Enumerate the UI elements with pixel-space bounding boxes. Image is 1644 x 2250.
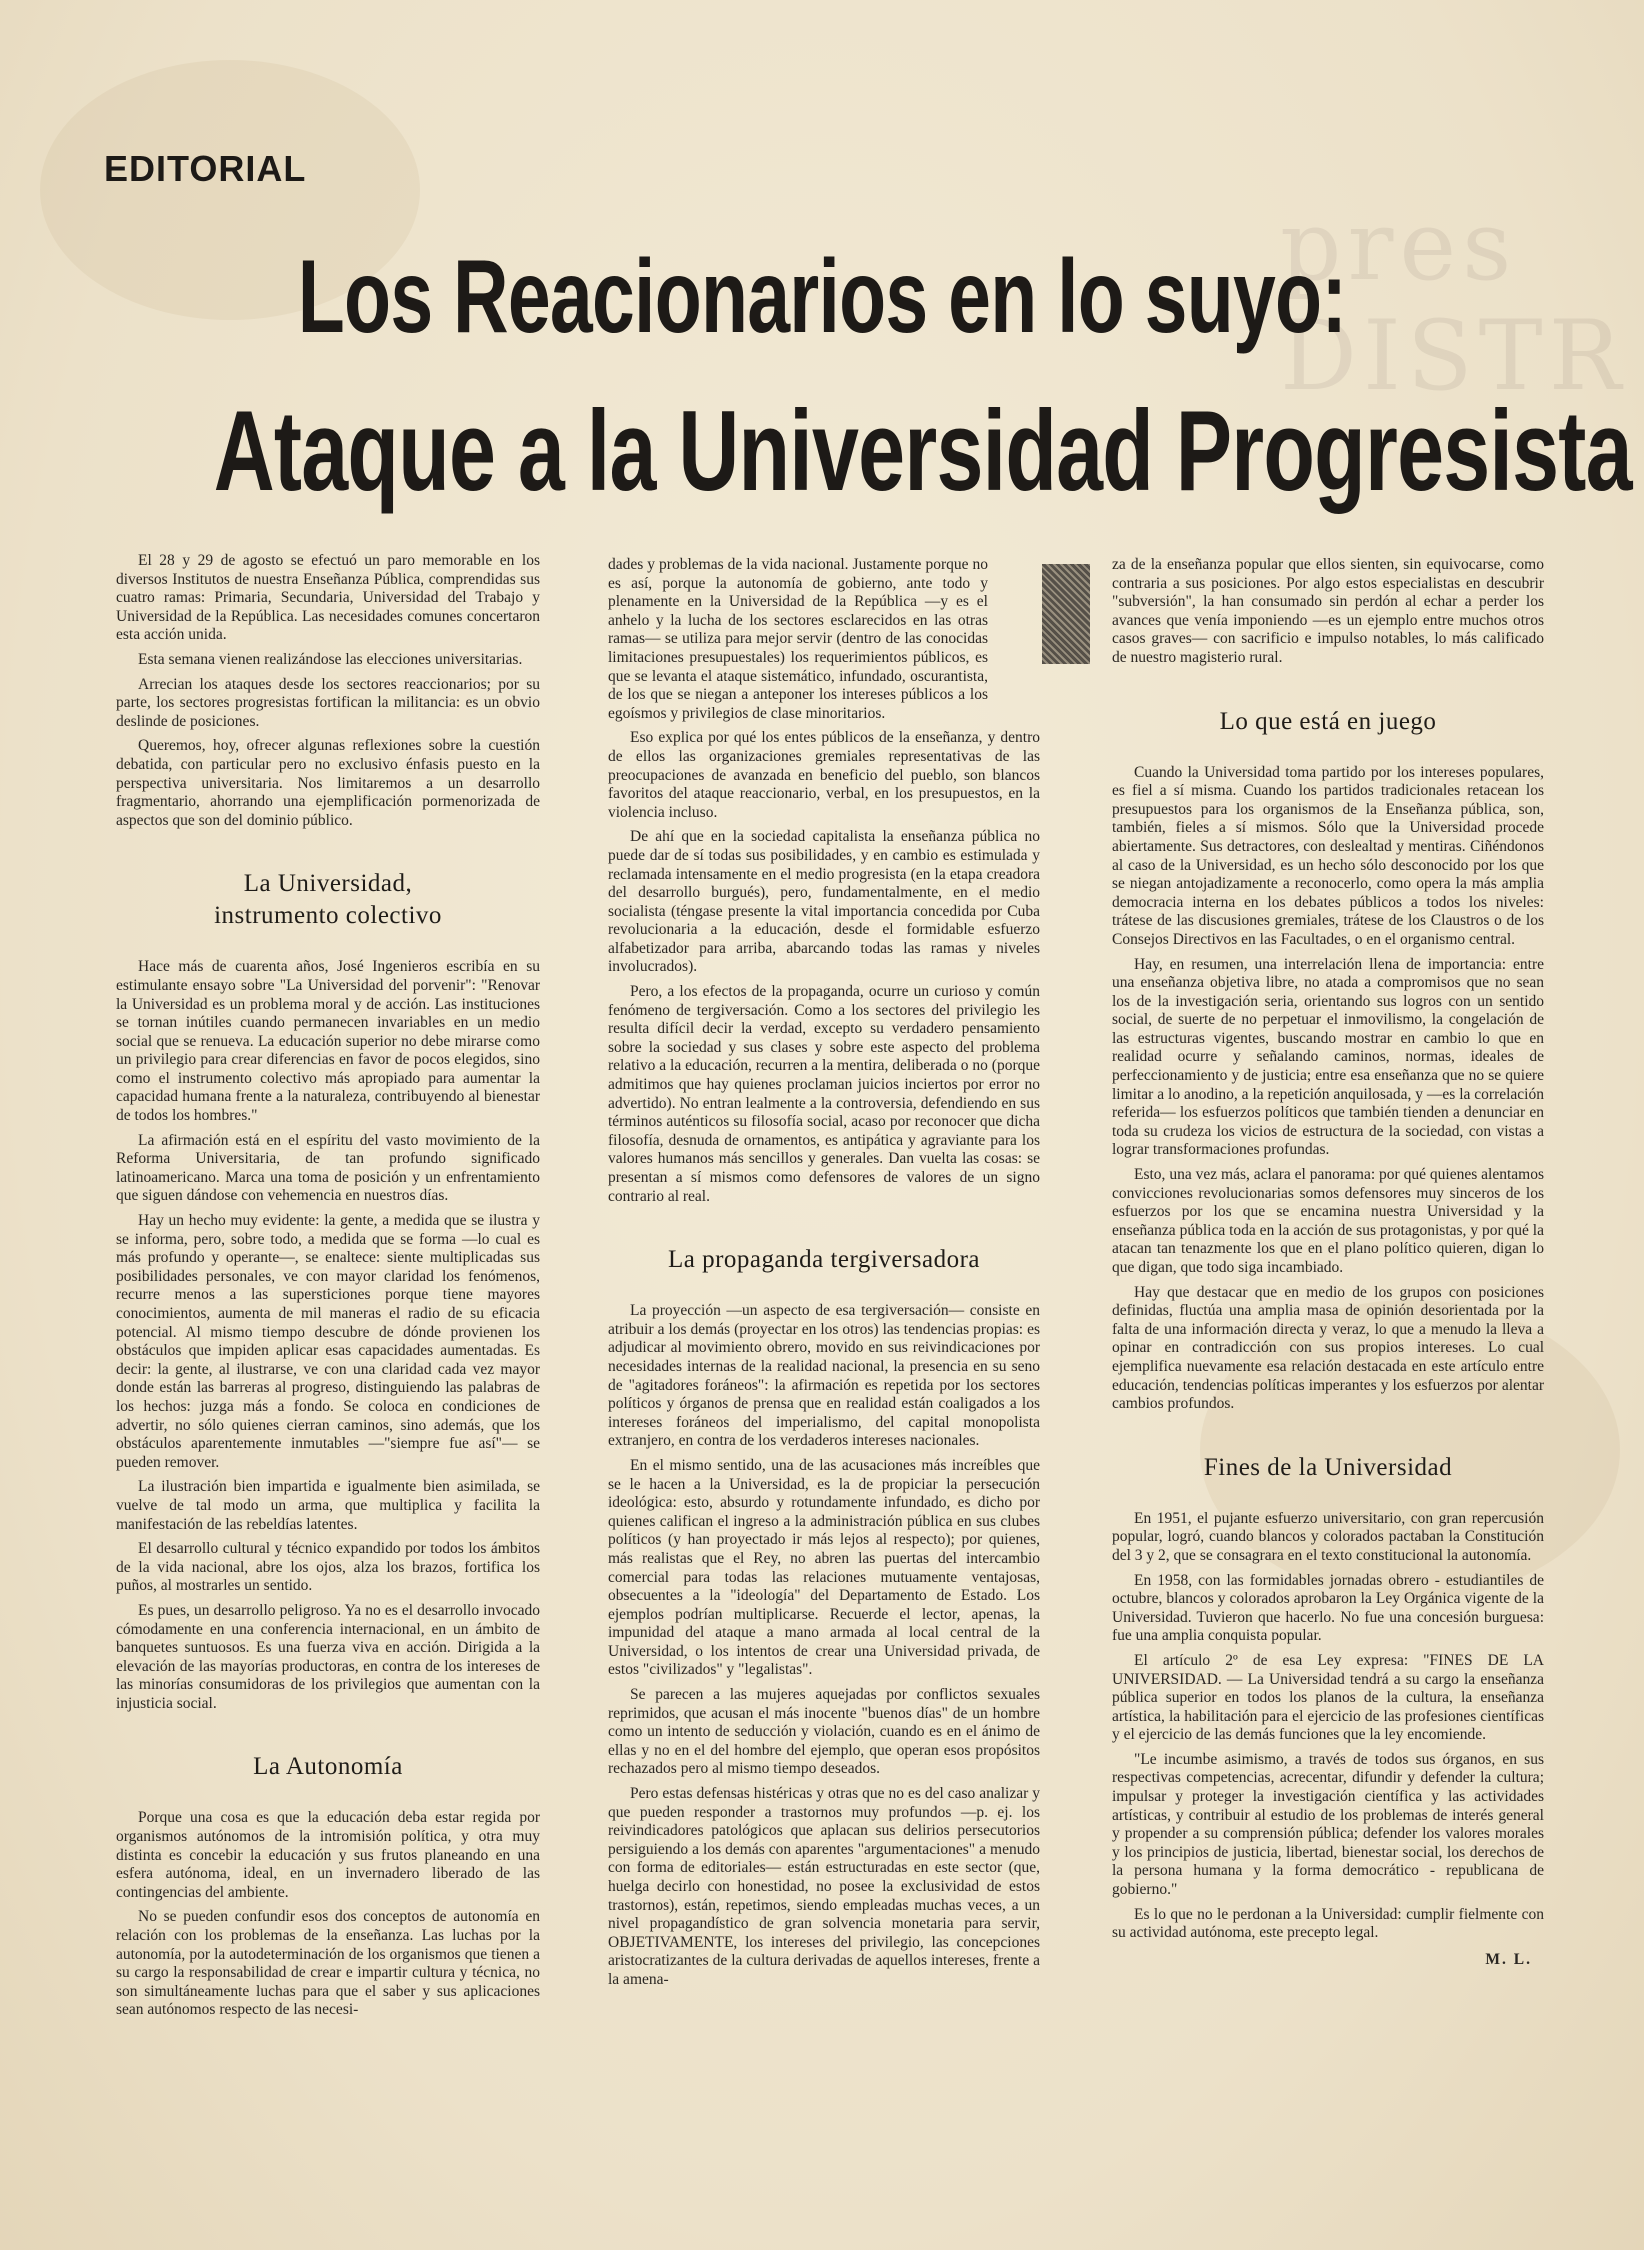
paragraph: Hace más de cuarenta años, José Ingenieros escribía en su estimulante ensayo sobre "La Universidad del porvenir": "Renovar la Universidad es un problema moral y de acción. Las instituciones se tornan inútiles cuando permanecen invariables en un medio social que se renueva. La educación superior no debe mirarse como un privilegio para crear diferencias en favor de pocos elegidos, sino como el instrumento colectivo más apropiado para aumentar la capacidad humana frente a la naturaleza, contribuyendo al bienestar de todos los hombres." — [116, 958, 540, 1125]
subheading-line: La Universidad, — [243, 870, 413, 898]
paragraph: Pero, a los efectos de la propaganda, ocurre un curioso y común fenómeno de tergiversación. Como a los sectores del privilegio les resulta difícil decir la verdad, excepto su verdadero pensamiento sobre la sociedad y sus clases y sobre este aspecto del problema relativo a la educación, recurren a la mentira, deliberada o no (porque admitimos que hay quienes proclaman juicios inciertos por error no advertido). No entran lealmente a la controversia, defendiendo en sus términos auténticos su filosofía social, acaso por reconocer que dicha filosofía, desnuda de ornamentos, es antipática y agraviante para los valores humanos más sencillos y generales. Dan vuelta las cosas: se presentan a sí mismos como defensores de valores de un signo contrario al real. — [608, 983, 1040, 1205]
paragraph: Eso explica por qué los entes públicos de la enseñanza, y dentro de ellos las organizaciones gremiales representativas de las preocupaciones de avanzada en beneficio del pueblo, son blancos favoritos del ataque reaccionario, verbal, en los presupuestos, en la violencia incluso. — [608, 729, 1040, 821]
paragraph: Porque una cosa es que la educación deba estar regida por organismos autónomos de la intromisión política, y otra muy distinta es concebir la educación y sus frutos planeando en una esfera autónoma, ideal, en un invernadero liberado de las contingencias del ambiente. — [116, 1809, 540, 1901]
column-1 — [116, 552, 540, 2026]
subheading: La Autonomía — [253, 1753, 403, 1781]
column-3 — [1112, 556, 1544, 1969]
small-portrait-image — [1042, 564, 1090, 664]
paragraph: El desarrollo cultural y técnico expandido por todos los ámbitos de la vida nacional, abre los ojos, alza los brazos, fortifica los puños, al mostrarles un sentido. — [116, 1540, 540, 1595]
subheading: La propaganda tergiversadora — [667, 1246, 980, 1274]
paragraph: El artículo 2º de esa Ley expresa: "FINES DE LA UNIVERSIDAD. — La Universidad tendrá a su cargo la enseñanza pública superior en todos los planos de la cultura, la enseñanza artística, la habilitación para el ejercicio de las profesiones científicas y el ejercicio de las demás funciones que la ley encomiende. — [1112, 1651, 1544, 1744]
paragraph: Es lo que no le perdonan a la Universidad: cumplir fielmente con su actividad autónoma, este precepto legal. — [1112, 1905, 1544, 1942]
paragraph: Hay que destacar que en medio de los grupos con posiciones definidas, fluctúa una amplia masa de opinión desorientada por la falta de una información directa y veraz, lo que a menudo la lleva a opinar en contradicción con sus propios intereses. Lo cual ejemplifica nuevamente esa relación destacada en este artículo entre educación, tendencias políticas imperantes y los esfuerzos por alentar cambios profundos. — [1112, 1283, 1544, 1413]
paragraph: De ahí que en la sociedad capitalista la enseñanza pública no puede dar de sí todas sus posibilidades, y en cambio es estimulada y reclamada intensamente en el medio progresista (en la etapa creadora del desarrollo burgués), pero, fundamentalmente, en el medio socialista (téngase presente la vital importancia concedida por Cuba revolucionaria a la educación, desde el formidable esfuerzo alfabetizador para arriba, abarcando todas las ramas y niveles involucrados). — [608, 828, 1040, 976]
paragraph: za de la enseñanza popular que ellos sienten, sin equivocarse, como contraria a sus posiciones. Por algo estos especialistas en descubrir "subversión", la han consumado sin perdón al echar a perder los avances que venía imponiendo —es un ejemplo entre muchos otros casos graves— con sacrificio e impulso notables, lo más calificado de nuestro magisterio rural. — [1112, 556, 1544, 666]
paragraph: En 1958, con las formidables jornadas obrero - estudiantiles de octubre, blancos y colorados aprobaron la Ley Orgánica vigente de la Universidad. Tuvieron que hacerlo. No fue una concesión burguesa: fue una amplia conquista popular. — [1112, 1571, 1544, 1645]
subheading-line: instrumento colectivo — [214, 902, 442, 930]
paragraph: Cuando la Universidad toma partido por los intereses populares, es fiel a sí misma. Cuando los partidos tradicionales retacean los presupuestos para los organismos de la Enseñanza pública, son, también, fieles a sí mismos. Sólo que la Universidad procede abiertamente. Sus detractores, con deslealtad y mentiras. Ciñéndonos al caso de la Universidad, es un hecho sólo desconocido por los que se niegan antojadizamente a reconocerlo, como opera la más amplia democracia interna en los debates públicos a todos los niveles: trátese de las discusiones gremiales, trátese de los Claustros o de los Consejos Directivos en las Facultades, o en el organismo central. — [1112, 763, 1544, 948]
subheading: Fines de la Universidad — [1203, 1453, 1453, 1481]
headline-line-1: Los Reacionarios en lo suyo: — [297, 239, 1347, 355]
paragraph: Queremos, hoy, ofrecer algunas reflexiones sobre la cuestión debatida, con particular pero no exclusivo énfasis puesto en la perspectiva universitaria. Nos limitaremos a un desarrollo fragmentario, ahorrando una ejemplificación pormenorizada de aspectos que son del dominio público. — [116, 737, 540, 829]
paragraph: "Le incumbe asimismo, a través de todos sus órganos, en sus respectivas competencias, acrecentar, difundir y defender la cultura; impulsar y proteger la investigación científica y las actividades artísticas, y contribuir al estudio de los problemas de interés general y propender a su comprensión pública; defender los valores morales y los principios de justicia, libertad, bienestar social, los derechos de la persona humana y la forma democrático - republicana de gobierno." — [1112, 1750, 1544, 1899]
paragraph: Arrecian los ataques desde los sectores reaccionarios; por su parte, los sectores progresistas fortifican la militancia: es un obvio deslinde de posiciones. — [116, 675, 540, 730]
subheading — [116, 868, 540, 932]
headline-line-2: Ataque a la Universidad Progresista — [213, 388, 1632, 515]
paragraph: En 1951, el pujante esfuerzo universitario, con gran repercusión popular, logró, cuando blancos y colorados pactaban la Constitución del 3 y 2, que se consagrara en el texto constitucional la autonomía. — [1112, 1509, 1544, 1564]
bleed-through-text: DISTR — [1280, 300, 1627, 412]
paragraph: El 28 y 29 de agosto se efectuó un paro memorable en los diversos Institutos de nuestra Enseñanza Pública, comprendidas sus cuatro ramas: Primaria, Secundaria, Universidad del Trabajo y Universidad de la República. Las necesidades comunes concertaron esta acción unida. — [116, 552, 540, 644]
column-2 — [608, 556, 1040, 1996]
paragraph: La proyección —un aspecto de esa tergiversación— consiste en atribuir a los demás (proyectar en los otros) las tendencias propias: es adjudicar al movimiento obrero, movido en sus reivindicaciones por necesidades internas de la realidad nacional, la presencia en su seno de "agitadores foráneos": la afirmación es repetida por los sectores políticos y órganos de prensa que en realidad están coaligados a los intereses foráneos del imperialismo, del capital monopolista extranjero, en contra de los verdaderos intereses nacionales. — [608, 1302, 1040, 1450]
author-signature: M. L. — [1485, 1950, 1532, 1968]
paragraph: Hay, en resumen, una interrelación llena de importancia: entre una enseñanza objetiva libre, no atada a compromisos que no sean los de la investigación seria, orientando sus logros con un sentido social, de suerte de no perpetuar el inmovilismo, la congelación de las estructuras vigentes, buscando mostrar en cambio lo que en realidad ocurre y señalando caminos, normas, ideales de perfeccionamiento y de justicia; entre esa enseñanza que no se quiere limitar a lo anodino, a la repetición anquilosada, y —es la correlación referida— los esfuerzos políticos que también tienden a denunciar en toda su crudeza los vicios de estructura de la sociedad, con vistas a lograr transformaciones profundas. — [1112, 955, 1544, 1159]
paragraph: Pero estas defensas histéricas y otras que no es del caso analizar y que pueden responder a trastornos muy profundos —p. ej. los reivindicadores patológicos que aplacan sus delirios persecutorios persiguiendo a los demás con aparentes "argumentaciones" a menudo con forma de editoriales— están estructuradas en este sector (que, huelga decirlo con honestidad, no posee la exclusividad de estos trastornos), están, repetimos, siendo empleadas muchas veces, a un nivel propagandístico de gran solvencia monetaria para servir, OBJETIVAMENTE, los intereses del privilegio, las concepciones aristocratizantes de la cultura derivadas de aquellos intereses, frente a la amena- — [608, 1785, 1040, 1988]
paragraph: Se parecen a las mujeres aquejadas por conflictos sexuales reprimidos, que acusan el más inocente "buenos días" de un hombre como un intento de seducción y violación, cuando es en el ánimo de ellas y no en el del hombre del ejemplo, que operan esos propósitos rechazados pero al mismo tiempo deseados. — [608, 1686, 1040, 1778]
paragraph: En el mismo sentido, una de las acusaciones más increíbles que se le hacen a la Universidad, es la de propiciar la persecución ideológica: esto, absurdo y rotundamente infundado, es dicho por quienes califican el ingreso a la administración pública en sus clubes políticos (y han proyectado ir más lejos al respecto); por quienes, más realistas que el Rey, no abren las puertas del intercambio comercial para todas las relaciones mutuamente ventajosas, obsecuentes a la "ideología" del Departamento de Estado. Los ejemplos podrían multiplicarse. Recuerde el lector, apenas, la impunidad del ataque a mano armada al local central de la Universidad, o los intentos de crear una Universidad privada, de estos "civilizados" y "legalistas". — [608, 1456, 1040, 1679]
paragraph: Hay un hecho muy evidente: la gente, a medida que se ilustra y se informa, pero, sobre todo, a medida que se forma —lo cual es más profundo y operante—, se enaltece: siente multiplicadas sus posibilidades personales, ve con mayor claridad los fenómenos, recurre menos a las supersticiones porque tiene mayores conocimientos, aumenta de mil maneras el radio de su eficacia potencial. Al mismo tiempo descubre de dónde provienen los obstáculos que impiden aplicar esas capacidades aumentadas. Es decir: la gente, al ilustrarse, ve con una claridad cada vez mayor donde están las barreras al progreso, distinguiendo las palabras de los hechos: juzga más a fondo. Se coloca en condiciones de advertir, no sólo quienes cierran caminos, sino además, que los obstáculos aparentemente inmutables —"siempre fue así"— se pueden remover. — [116, 1212, 540, 1471]
paragraph: dades y problemas de la vida nacional. Justamente porque no es así, porque la autonomía de gobierno, ante todo y plenamente en la Universidad de la República —y es el anhelo y la lucha de los sectores esclarecidos en las otras ramas— se utiliza para mejor servir (dentro de las conocidas limitaciones presupuestales) los requerimientos públicos, es que se levanta el ataque sistemático, infundado, oscurantista, de los que se niegan a anteponer los intereses públicos a los egoísmos y privilegios de clase minoritarios. — [608, 556, 988, 722]
paragraph: Esta semana vienen realizándose las elecciones universitarias. — [138, 650, 523, 668]
section-label: EDITORIAL — [104, 148, 307, 189]
paragraph: Es pues, un desarrollo peligroso. Ya no es el desarrollo invocado cómodamente en una conferencia internacional, en un ámbito de banquetes suntuosos. Es una fuerza viva en acción. Dirigida a la elevación de las mayorías productoras, en contra de los intereses de las minorías consumidoras de los privilegios que aumentan con la injusticia social. — [116, 1601, 540, 1712]
bleed-through-text: pres — [1280, 190, 1518, 302]
paragraph: La ilustración bien impartida e igualmente bien asimilada, se vuelve de tal modo un arma, que multiplica y facilita la manifestación de las rebeldías latentes. — [116, 1478, 540, 1533]
subheading: Lo que está en juego — [1219, 707, 1437, 735]
paragraph: Esto, una vez más, aclara el panorama: por qué quienes alentamos convicciones revolucionarias somos defensores muy sinceros de los esfuerzos por los que se encamina nuestra Universidad y la enseñanza pública toda en la acción de sus protagonistas, y por qué la atacan tan tenazmente los que en el plano político quieren, digan lo que digan, que todo siga incambiado. — [1112, 1166, 1544, 1276]
paragraph: No se pueden confundir esos dos conceptos de autonomía en relación con los problemas de la enseñanza. Las luchas por la autonomía, por la autodeterminación de los organismos que tienen a su cargo la responsabilidad de crear e impartir cultura y técnica, no son simultáneamente luchas para que el saber y sus aplicaciones sean autónomos respecto de las necesi- — [116, 1908, 540, 2019]
paragraph: La afirmación está en el espíritu del vasto movimiento de la Reforma Universitaria, de tan profundo significado latinoamericano. Marca una toma de posición y un enfrentamiento que siguen dándose con vehemencia en nuestros días. — [116, 1131, 540, 1205]
